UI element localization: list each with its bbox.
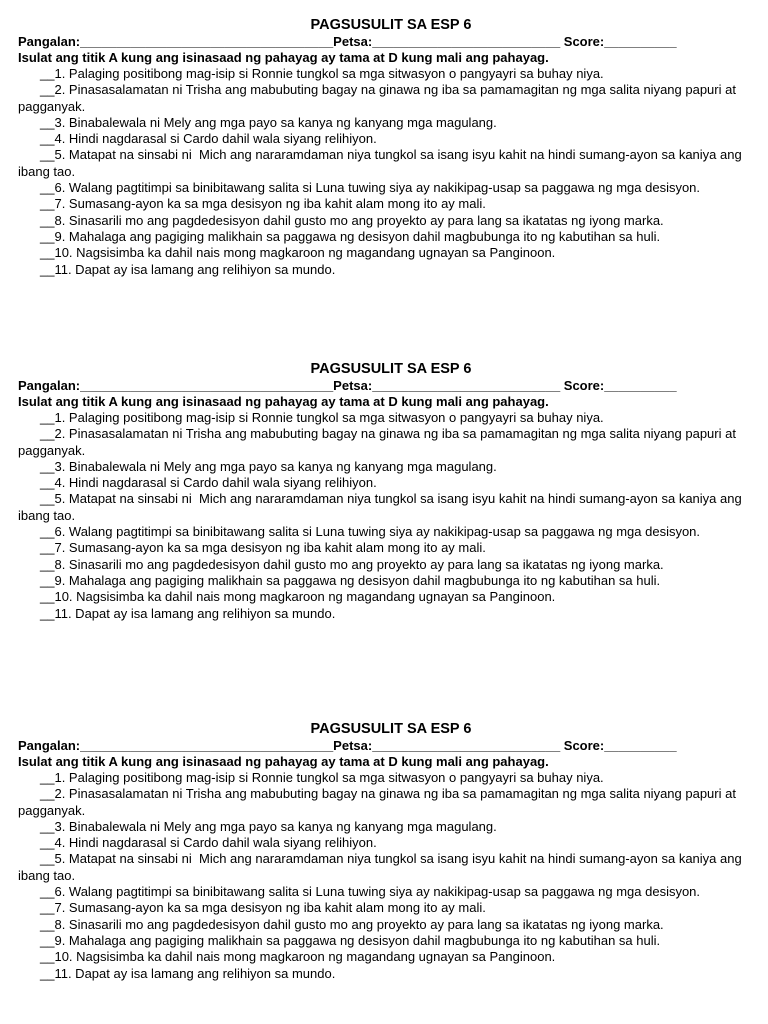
question-item: __9. Mahalaga ang pagiging malikhain sa paggawa ng desisyon dahil magbubunga ito ng kabutihan sa huli. (40, 572, 661, 588)
question-item: __6. Walang pagtitimpi sa binibitawang salita si Luna tuwing siya ay nakikipag-usap sa paggawa ng mga desisyon. (40, 524, 701, 540)
quiz-instruction: Isulat ang titik A kung ang isinasaad ng pahayag ay tama at D kung mali ang pahayag. (18, 394, 549, 409)
question-item: __9. Mahalaga ang pagiging malikhain sa paggawa ng desisyon dahil magbubunga ito ng kabutihan sa huli. (40, 932, 661, 948)
quiz-title: PAGSUSULIT SA ESP 6 (310, 721, 472, 737)
question-item: __6. Walang pagtitimpi sa binibitawang salita si Luna tuwing siya ay nakikipag-usap sa paggawa ng mga desisyon. (40, 180, 701, 196)
quiz-instruction: Isulat ang titik A kung ang isinasaad ng pahayag ay tama at D kung mali ang pahayag. (18, 754, 549, 769)
quiz-block (18, 721, 758, 982)
question-item: __2. Pinasasalamatan ni Trisha ang mabubuting bagay na ginawa ng iba sa pamamagitan ng mga salita niyang papuri at pagganyak. (18, 426, 740, 458)
question-item: __10. Nagsisimba ka dahil nais mong magkaroon ng magandang ugnayan sa Panginoon. (40, 949, 556, 965)
question-item: __11. Dapat ay isa lamang ang relihiyon sa mundo. (40, 261, 336, 277)
name-date-score-line: Pangalan:___________________________________Petsa:__________________________ Score:__________ (18, 738, 677, 753)
question-item: __5. Matapat na sinsabi ni Mich ang nararamdaman niya tungkol sa isang isyu kahit na hindi sumang-ayon sa kaniya ang ibang tao. (18, 147, 746, 179)
question-item: __1. Palaging positibong mag-isip si Ronnie tungkol sa mga sitwasyon o pangyayri sa buhay niya. (40, 770, 604, 785)
question-list (18, 410, 758, 622)
question-item: __7. Sumasang-ayon ka sa mga desisyon ng iba kahit alam mong ito ay mali. (40, 196, 486, 212)
question-item: __6. Walang pagtitimpi sa binibitawang salita si Luna tuwing siya ay nakikipag-usap sa paggawa ng mga desisyon. (40, 884, 701, 900)
question-item: __7. Sumasang-ayon ka sa mga desisyon ng iba kahit alam mong ito ay mali. (40, 900, 486, 916)
quiz-instruction: Isulat ang titik A kung ang isinasaad ng pahayag ay tama at D kung mali ang pahayag. (18, 50, 549, 65)
question-item: __8. Sinasarili mo ang pagdedesisyon dahil gusto mo ang proyekto ay para lang sa ikatatas ng iyong marka. (40, 212, 664, 228)
question-item: __11. Dapat ay isa lamang ang relihiyon sa mundo. (40, 605, 336, 621)
question-item: __9. Mahalaga ang pagiging malikhain sa paggawa ng desisyon dahil magbubunga ito ng kabutihan sa huli. (40, 228, 661, 244)
quiz-title: PAGSUSULIT SA ESP 6 (310, 361, 472, 377)
question-item: __1. Palaging positibong mag-isip si Ronnie tungkol sa mga sitwasyon o pangyayri sa buhay niya. (40, 66, 604, 81)
question-item: __4. Hindi nagdarasal si Cardo dahil wala siyang relihiyon. (40, 131, 377, 147)
name-date-score-line: Pangalan:___________________________________Petsa:__________________________ Score:__________ (18, 378, 677, 393)
question-list (18, 66, 758, 278)
question-item: __5. Matapat na sinsabi ni Mich ang nararamdaman niya tungkol sa isang isyu kahit na hindi sumang-ayon sa kaniya ang ibang tao. (18, 851, 746, 883)
quiz-block (18, 361, 758, 622)
question-item: __3. Binabalewala ni Mely ang mga payo sa kanya ng kanyang mga magulang. (40, 114, 497, 130)
question-item: __10. Nagsisimba ka dahil nais mong magkaroon ng magandang ugnayan sa Panginoon. (40, 245, 556, 261)
question-item: __8. Sinasarili mo ang pagdedesisyon dahil gusto mo ang proyekto ay para lang sa ikatatas ng iyong marka. (40, 556, 664, 572)
question-item: __3. Binabalewala ni Mely ang mga payo sa kanya ng kanyang mga magulang. (40, 458, 497, 474)
question-item: __4. Hindi nagdarasal si Cardo dahil wala siyang relihiyon. (40, 475, 377, 491)
quiz-title: PAGSUSULIT SA ESP 6 (310, 17, 472, 33)
question-item: __10. Nagsisimba ka dahil nais mong magkaroon ng magandang ugnayan sa Panginoon. (40, 589, 556, 605)
question-item: __8. Sinasarili mo ang pagdedesisyon dahil gusto mo ang proyekto ay para lang sa ikatatas ng iyong marka. (40, 916, 664, 932)
name-date-score-line: Pangalan:___________________________________Petsa:__________________________ Score:__________ (18, 34, 677, 49)
question-item: __1. Palaging positibong mag-isip si Ronnie tungkol sa mga sitwasyon o pangyayri sa buhay niya. (40, 410, 604, 425)
question-item: __3. Binabalewala ni Mely ang mga payo sa kanya ng kanyang mga magulang. (40, 818, 497, 834)
question-item: __7. Sumasang-ayon ka sa mga desisyon ng iba kahit alam mong ito ay mali. (40, 540, 486, 556)
question-item: __4. Hindi nagdarasal si Cardo dahil wala siyang relihiyon. (40, 835, 377, 851)
question-list (18, 770, 758, 982)
question-item: __11. Dapat ay isa lamang ang relihiyon sa mundo. (40, 965, 336, 981)
question-item: __2. Pinasasalamatan ni Trisha ang mabubuting bagay na ginawa ng iba sa pamamagitan ng mga salita niyang papuri at pagganyak. (18, 786, 740, 818)
quiz-block (18, 17, 758, 278)
question-item: __5. Matapat na sinsabi ni Mich ang nararamdaman niya tungkol sa isang isyu kahit na hindi sumang-ayon sa kaniya ang ibang tao. (18, 491, 746, 523)
question-item: __2. Pinasasalamatan ni Trisha ang mabubuting bagay na ginawa ng iba sa pamamagitan ng mga salita niyang papuri at pagganyak. (18, 82, 740, 114)
